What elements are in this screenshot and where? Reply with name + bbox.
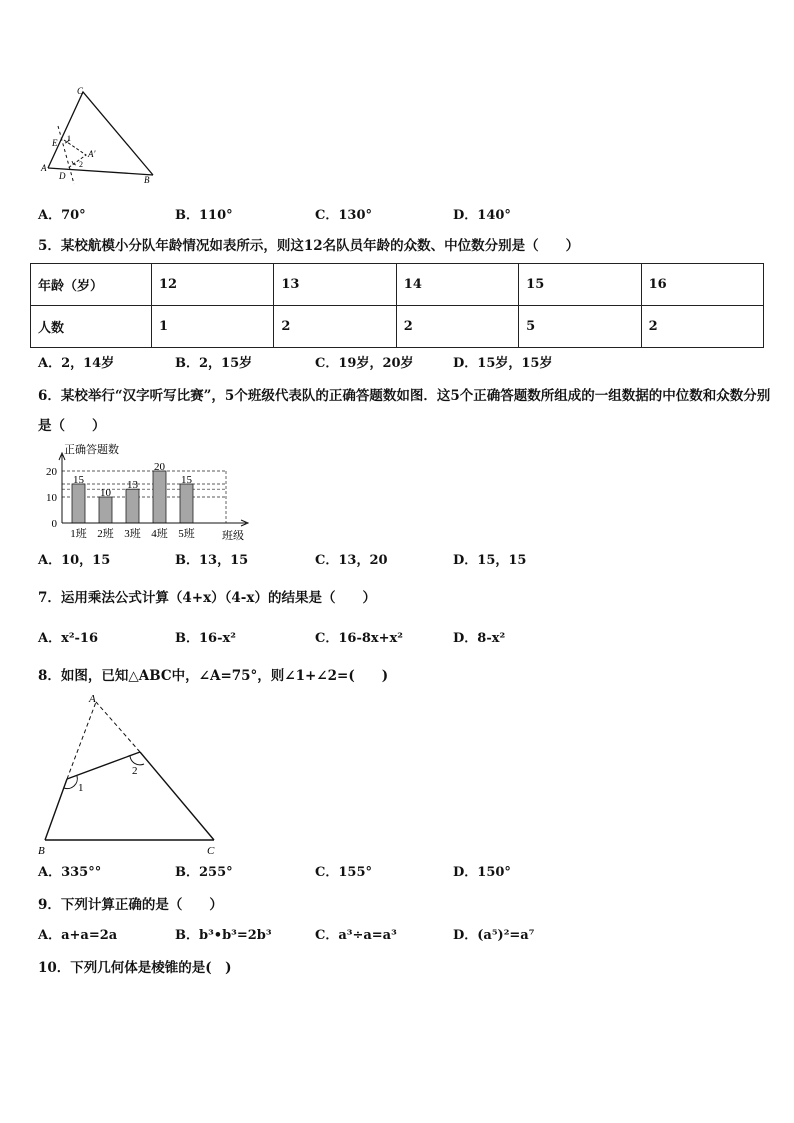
age-table	[30, 263, 764, 348]
chart-y-tick-label: 0	[51, 518, 57, 530]
q5-question: 5．某校航模小分队年龄情况如表所示，则这12名队员年龄的众数、中位数分别是（ ）	[38, 238, 580, 254]
q10-question: 10．下列几何体是棱锥的是( )	[38, 960, 232, 976]
chart-y-tick-label: 20	[46, 466, 57, 478]
chart-bar	[99, 497, 112, 523]
q9-question: 9．下列计算正确的是（ ）	[38, 897, 223, 913]
label-D: D	[59, 171, 66, 181]
q8-triangle-figure	[34, 692, 226, 858]
chart-bar	[180, 484, 193, 523]
age-table-cell: 人数	[31, 306, 152, 348]
chart-x-axis-label: 班级	[222, 530, 244, 542]
cut-side-left	[67, 702, 96, 779]
age-table-header-row	[31, 264, 764, 306]
q4-option-a[interactable]: A．70°	[38, 208, 86, 223]
age-table-cell: 2	[274, 306, 396, 348]
label-C: C	[207, 845, 215, 857]
chart-bar	[126, 489, 139, 523]
chart-x-tick-label: 4班	[151, 528, 168, 540]
cut-side-right	[96, 702, 140, 752]
q6-option-c[interactable]: C．13，20	[315, 553, 388, 568]
q7-question: 7．运用乘法公式计算（4+x）（4-x）的结果是（ ）	[38, 590, 376, 606]
age-table-cell: 15	[519, 264, 641, 306]
label-A-prime: A′	[88, 149, 96, 159]
q8-options	[38, 863, 758, 883]
q7-option-c[interactable]: C．16-8x+x²	[315, 631, 403, 646]
q9-options	[38, 926, 758, 946]
q7-options	[38, 629, 758, 649]
q8-option-b[interactable]: B．255°	[175, 865, 233, 880]
label-A: A	[89, 693, 96, 705]
q7-option-a[interactable]: A．x²-16	[38, 631, 99, 646]
label-A: A	[41, 163, 47, 173]
label-E: E	[52, 138, 58, 148]
chart-title: 正确答题数	[64, 444, 119, 456]
q8-option-a[interactable]: A．335°°	[38, 865, 102, 880]
age-table-cell: 12	[152, 264, 274, 306]
q5-options	[38, 354, 758, 374]
q5-option-a[interactable]: A．2，14岁	[38, 356, 115, 371]
label-2: 2	[132, 765, 138, 777]
chart-data-label: 20	[154, 461, 165, 473]
q4-option-c[interactable]: C．130°	[315, 208, 372, 223]
chart-x-tick-label: 2班	[97, 528, 114, 540]
q8-question: 8．如图，已知△ABC中，∠A=75°，则∠1+∠2=( )	[38, 668, 389, 684]
q9-option-a[interactable]: A．a+a=2a	[38, 928, 118, 943]
q6-option-b[interactable]: B．13，15	[175, 553, 249, 568]
chart-x-tick-label: 5班	[178, 528, 195, 540]
chart-x-tick-label: 1班	[70, 528, 87, 540]
chart-data-label: 13	[127, 479, 138, 492]
q6-options	[38, 551, 758, 571]
chart-y-tick-label: 10	[46, 492, 57, 504]
q6-option-a[interactable]: A．10，15	[38, 553, 111, 568]
chart-data-label: 15	[73, 474, 84, 486]
q7-option-b[interactable]: B．16-x²	[175, 631, 236, 646]
side-B-lower	[45, 779, 67, 840]
q7-option-d[interactable]: D．8-x²	[453, 631, 506, 646]
age-table-cell: 2	[641, 306, 763, 348]
label-2: 2	[79, 160, 83, 169]
age-table-count-row	[31, 306, 764, 348]
q9-option-d[interactable]: D．(a⁵)²=a⁷	[453, 928, 535, 943]
side-C-lower	[140, 752, 214, 840]
chart-data-label: 10	[100, 487, 111, 499]
top-triangle-figure	[36, 86, 160, 186]
q6-option-d[interactable]: D．15，15	[453, 553, 527, 568]
age-table-cell: 16	[641, 264, 763, 306]
q4-options	[38, 206, 758, 226]
label-B: B	[38, 845, 45, 857]
label-B: B	[144, 175, 150, 185]
age-table-cell: 13	[274, 264, 396, 306]
age-table-cell: 5	[519, 306, 641, 348]
age-table-cell: 年龄（岁）	[31, 264, 152, 306]
q4-option-b[interactable]: B．110°	[175, 208, 233, 223]
chart-data-label: 15	[181, 474, 192, 486]
chart-bar	[153, 471, 166, 523]
age-table-cell: 14	[396, 264, 518, 306]
q4-option-d[interactable]: D．140°	[453, 208, 511, 223]
q5-option-d[interactable]: D．15岁，15岁	[453, 356, 553, 371]
label-C: C	[77, 86, 84, 96]
q5-option-c[interactable]: C．19岁，20岁	[315, 356, 414, 371]
q8-option-d[interactable]: D．150°	[453, 865, 511, 880]
label-1: 1	[78, 782, 84, 794]
q5-option-b[interactable]: B．2，15岁	[175, 356, 253, 371]
cut-line	[67, 752, 140, 779]
answers-bar-chart	[36, 441, 256, 545]
q6-question: 6．某校举行“汉字听写比赛”，5个班级代表队的正确答题数如图．这5个正确答题数所组成的一组数据的中位数和众数分别是（ ）	[38, 388, 771, 434]
age-table-cell: 2	[396, 306, 518, 348]
q8-option-c[interactable]: C．155°	[315, 865, 372, 880]
triangle-sides	[48, 92, 153, 175]
q9-option-c[interactable]: C．a³÷a=a³	[315, 928, 397, 943]
age-table-cell: 1	[152, 306, 274, 348]
chart-x-tick-label: 3班	[124, 528, 141, 540]
q9-option-b[interactable]: B．b³•b³=2b³	[175, 928, 272, 943]
angle-2-arc	[130, 756, 144, 765]
label-1: 1	[67, 134, 71, 143]
chart-bar	[72, 484, 85, 523]
